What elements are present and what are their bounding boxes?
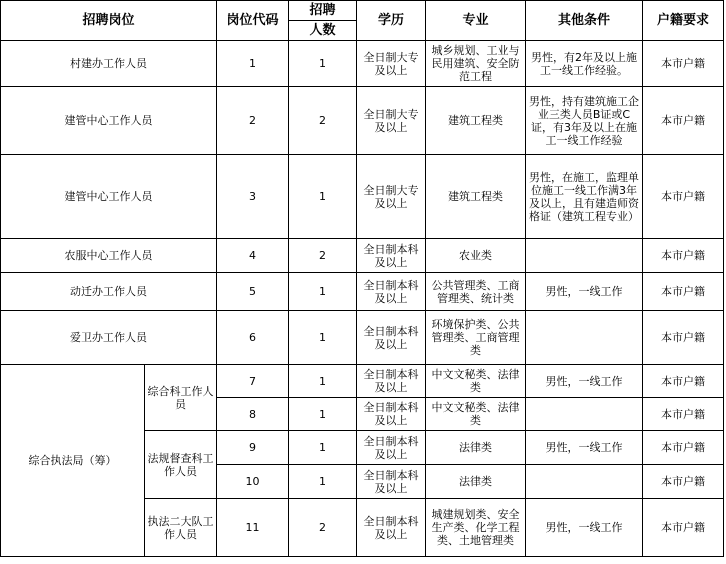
hukou-cell: 本市户籍 [643, 465, 724, 499]
header-education: 学历 [357, 1, 426, 41]
count-cell: 2 [289, 239, 357, 273]
conditions-cell [526, 311, 643, 365]
position-cell: 爱卫办工作人员 [1, 311, 217, 365]
major-cell: 农业类 [426, 239, 526, 273]
subgroup-name-cell: 法规督查科工作人员 [145, 431, 217, 499]
header-count-line1: 招聘 [289, 1, 356, 21]
education-cell: 全日制大专及以上 [357, 87, 426, 155]
position-cell: 动迁办工作人员 [1, 273, 217, 311]
conditions-cell: 男性，一线工作 [526, 499, 643, 557]
major-cell: 法律类 [426, 465, 526, 499]
conditions-cell: 男性，一线工作 [526, 273, 643, 311]
education-cell: 全日制本科及以上 [357, 398, 426, 431]
table-row [1, 365, 724, 398]
conditions-cell: 男性，持有建筑施工企业三类人员B证或C证，有3年及以上在施工一线工作经验 [526, 87, 643, 155]
hukou-cell: 本市户籍 [643, 273, 724, 311]
hukou-cell: 本市户籍 [643, 431, 724, 465]
code-cell: 6 [217, 311, 289, 365]
position-cell: 建管中心工作人员 [1, 87, 217, 155]
table-row [1, 239, 724, 273]
conditions-cell [526, 398, 643, 431]
education-cell: 全日制本科及以上 [357, 239, 426, 273]
education-cell: 全日制本科及以上 [357, 465, 426, 499]
education-cell: 全日制本科及以上 [357, 273, 426, 311]
code-cell: 8 [217, 398, 289, 431]
conditions-cell [526, 465, 643, 499]
header-code: 岗位代码 [217, 1, 289, 41]
table-row [1, 273, 724, 311]
header-major: 专业 [426, 1, 526, 41]
education-cell: 全日制本科及以上 [357, 499, 426, 557]
position-cell: 农服中心工作人员 [1, 239, 217, 273]
code-cell: 5 [217, 273, 289, 311]
code-cell: 4 [217, 239, 289, 273]
count-cell: 2 [289, 87, 357, 155]
count-cell: 1 [289, 398, 357, 431]
code-cell: 7 [217, 365, 289, 398]
education-cell: 全日制本科及以上 [357, 365, 426, 398]
count-cell: 1 [289, 311, 357, 365]
table-row [1, 311, 724, 365]
group-name-cell: 综合执法局（筹） [1, 365, 145, 557]
education-cell: 全日制本科及以上 [357, 311, 426, 365]
education-cell: 全日制大专及以上 [357, 41, 426, 87]
code-cell: 2 [217, 87, 289, 155]
count-cell: 1 [289, 365, 357, 398]
hukou-cell: 本市户籍 [643, 155, 724, 239]
major-cell: 法律类 [426, 431, 526, 465]
code-cell: 10 [217, 465, 289, 499]
header-count [289, 1, 357, 41]
header-conditions: 其他条件 [526, 1, 643, 41]
hukou-cell: 本市户籍 [643, 311, 724, 365]
code-cell: 1 [217, 41, 289, 87]
count-cell: 1 [289, 155, 357, 239]
hukou-cell: 本市户籍 [643, 239, 724, 273]
conditions-cell: 男性，有2年及以上施工一线工作经验。 [526, 41, 643, 87]
major-cell: 公共管理类、工商管理类、统计类 [426, 273, 526, 311]
table-row [1, 41, 724, 87]
education-cell: 全日制大专及以上 [357, 155, 426, 239]
hukou-cell: 本市户籍 [643, 499, 724, 557]
count-cell: 2 [289, 499, 357, 557]
major-cell: 环境保护类、公共管理类、工商管理类 [426, 311, 526, 365]
count-cell: 1 [289, 41, 357, 87]
table-row [1, 155, 724, 239]
hukou-cell: 本市户籍 [643, 41, 724, 87]
code-cell: 11 [217, 499, 289, 557]
hukou-cell: 本市户籍 [643, 398, 724, 431]
major-cell: 中文文秘类、法律类 [426, 365, 526, 398]
count-cell: 1 [289, 273, 357, 311]
conditions-cell: 男性，在施工，监理单位施工一线工作满3年及以上，且有建造师资格证（建筑工程专业） [526, 155, 643, 239]
major-cell: 建筑工程类 [426, 155, 526, 239]
code-cell: 9 [217, 431, 289, 465]
header-position: 招聘岗位 [1, 1, 217, 41]
major-cell: 建筑工程类 [426, 87, 526, 155]
count-cell: 1 [289, 431, 357, 465]
position-cell: 建管中心工作人员 [1, 155, 217, 239]
subgroup-name-cell: 执法二大队工作人员 [145, 499, 217, 557]
major-cell: 中文文秘类、法律类 [426, 398, 526, 431]
hukou-cell: 本市户籍 [643, 87, 724, 155]
header-row [1, 1, 724, 41]
conditions-cell: 男性，一线工作 [526, 365, 643, 398]
position-cell: 村建办工作人员 [1, 41, 217, 87]
header-count-line2: 人数 [309, 23, 336, 38]
count-cell: 1 [289, 465, 357, 499]
major-cell: 城建规划类、安全生产类、化学工程类、土地管理类 [426, 499, 526, 557]
table-row [1, 87, 724, 155]
conditions-cell: 男性，一线工作 [526, 431, 643, 465]
header-hukou: 户籍要求 [643, 1, 724, 41]
code-cell: 3 [217, 155, 289, 239]
major-cell: 城乡规划、工业与民用建筑、安全防范工程 [426, 41, 526, 87]
subgroup-name-cell: 综合科工作人员 [145, 365, 217, 431]
hukou-cell: 本市户籍 [643, 365, 724, 398]
education-cell: 全日制本科及以上 [357, 431, 426, 465]
conditions-cell [526, 239, 643, 273]
